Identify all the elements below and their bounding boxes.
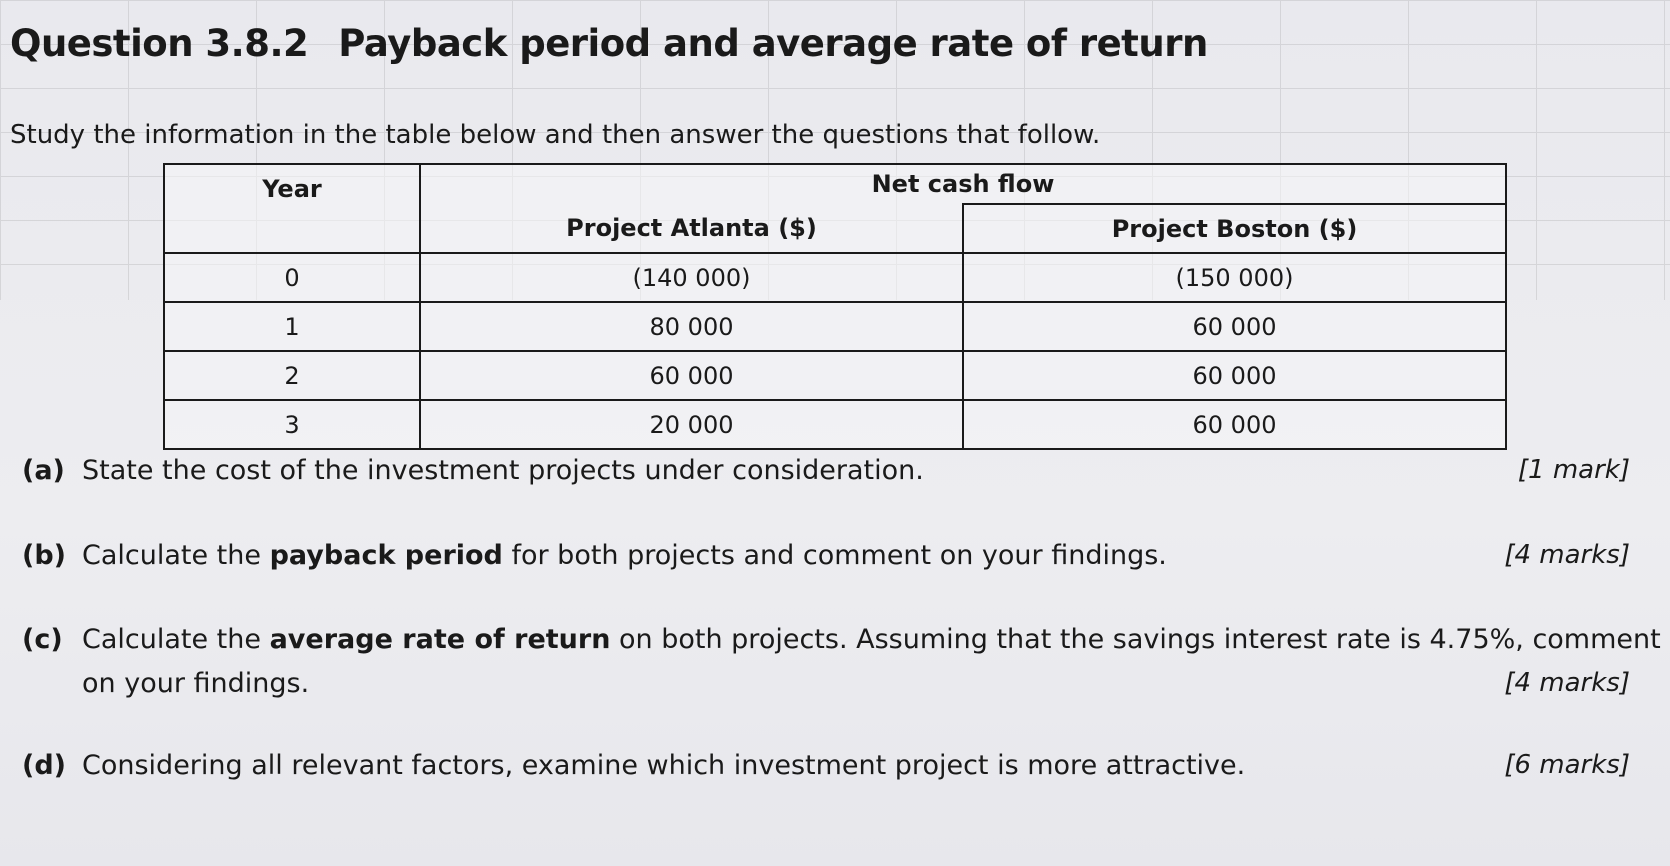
header-project-boston: Project Boston ($): [963, 204, 1506, 253]
cell-atlanta: 20 000: [420, 400, 963, 449]
question-c-continuation: on your findings.: [82, 668, 310, 699]
cell-year: 3: [164, 400, 420, 449]
cell-atlanta: (140 000): [420, 253, 963, 302]
table-header-row: [164, 164, 1506, 204]
cell-boston: (150 000): [963, 253, 1506, 302]
cell-year: 2: [164, 351, 420, 400]
question-label: (c): [22, 624, 63, 655]
cell-atlanta: 60 000: [420, 351, 963, 400]
question-label: (b): [22, 540, 67, 571]
question-text-pre: Calculate the: [82, 540, 270, 571]
question-title: Payback period and average rate of return: [338, 22, 1208, 65]
question-a: [22, 455, 924, 486]
intro-text: Study the information in the table below and then answer the questions that follow.: [10, 120, 1101, 150]
marks-d: [6 marks]: [1504, 750, 1630, 780]
question-number: Question 3.8.2: [10, 22, 309, 65]
question-text-post: for both projects and comment on your findings.: [502, 540, 1167, 571]
cell-boston: 60 000: [963, 351, 1506, 400]
header-year: Year: [164, 164, 420, 253]
table-row: [164, 302, 1506, 351]
question-text: Considering all relevant factors, examine which investment project is more attractive.: [82, 750, 1246, 781]
header-net-cash-flow: Net cash flow: [420, 164, 1506, 204]
cell-boston: 60 000: [963, 302, 1506, 351]
question-text: State the cost of the investment projects under consideration.: [82, 455, 924, 486]
marks-b: [4 marks]: [1504, 540, 1630, 570]
header-project-atlanta: Project Atlanta ($): [420, 204, 963, 253]
cell-atlanta: 80 000: [420, 302, 963, 351]
question-heading: [10, 22, 1208, 65]
table-row: [164, 400, 1506, 449]
question-keyword: payback period: [269, 540, 503, 571]
question-keyword: average rate of return: [269, 624, 611, 655]
question-text-post: on both projects. Assuming that the savings interest rate is 4.75%, comment: [610, 624, 1661, 655]
cash-flow-table: [163, 163, 1507, 450]
question-b: [22, 540, 1167, 571]
table-row: [164, 253, 1506, 302]
question-label: (a): [22, 455, 65, 486]
cell-year: 1: [164, 302, 420, 351]
question-text-pre: Calculate the: [82, 624, 270, 655]
cell-year: 0: [164, 253, 420, 302]
marks-a: [1 mark]: [1517, 455, 1630, 485]
question-c: [22, 624, 1661, 655]
question-label: (d): [22, 750, 67, 781]
marks-c: [4 marks]: [1504, 668, 1630, 698]
cell-boston: 60 000: [963, 400, 1506, 449]
table-row: [164, 351, 1506, 400]
question-d: [22, 750, 1245, 781]
